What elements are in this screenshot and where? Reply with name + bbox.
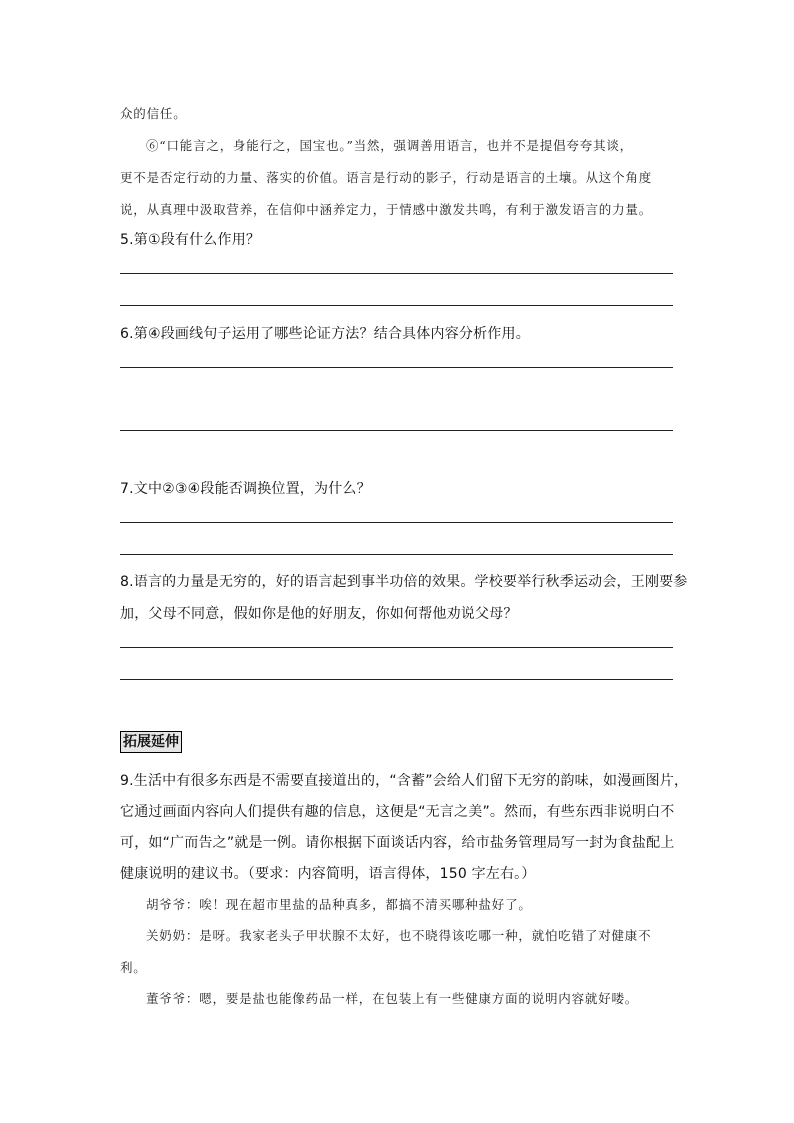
passage-line-3: 更不是否定行动的力量、落实的价值。语言是行动的影子，行动是语言的土壤。从这个角度 — [120, 170, 653, 185]
dialogue-dong: 董爷爷：嗯，要是盐也能像药品一样，在包装上有一些健康方面的说明内容就好喽。 — [146, 991, 639, 1006]
section-heading: 拓展延伸 — [120, 731, 182, 753]
passage-line-2: ⑥“口能言之，身能行之，国宝也。”当然，强调善用语言，也并不是提倡夸夸其谈， — [146, 138, 633, 153]
passage-line-1: 众的信任。 — [120, 106, 187, 121]
answer-line[interactable] — [120, 522, 673, 523]
question-9-line-3: 可，如“广而告之”就是一例。请你根据下面谈话内容，给市盐务管理局写一封为食盐配上 — [120, 835, 675, 851]
dialogue-guan-line-1: 关奶奶：是呀。我家老头子甲状腺不太好，也不晓得该吃哪一种，就怕吃错了对健康不 — [146, 928, 652, 943]
question-5: 5.第①段有什么作用？ — [120, 232, 261, 248]
answer-line[interactable] — [120, 679, 673, 680]
answer-line[interactable] — [120, 367, 673, 368]
question-7: 7.文中②③④段能否调换位置，为什么？ — [120, 481, 371, 497]
answer-line[interactable] — [120, 430, 673, 431]
question-9-line-4: 健康说明的建议书。（要求：内容简明，语言得体，150 字左右。） — [120, 866, 536, 882]
answer-line[interactable] — [120, 554, 673, 555]
answer-line[interactable] — [120, 273, 673, 274]
answer-line[interactable] — [120, 305, 673, 306]
question-9-line-1: 9.生活中有很多东西是不需要直接道出的，“含蓄”会给人们留下无穷的韵味，如漫画图片， — [120, 773, 689, 789]
dialogue-guan-line-2: 利。 — [120, 960, 147, 975]
question-9-line-2: 它通过画面内容向人们提供有趣的信息，这便是“无言之美”。然而，有些东西非说明白不 — [120, 804, 675, 820]
answer-line[interactable] — [120, 647, 673, 648]
passage-line-4: 说，从真理中汲取营养，在信仰中涵养定力，于情感中激发共鸣，有利于激发语言的力量。 — [120, 202, 653, 217]
question-6: 6.第④段画线句子运用了哪些论证方法？结合具体内容分析作用。 — [120, 326, 530, 342]
dialogue-hu: 胡爷爷：唉！现在超市里盐的品种真多，都搞不清买哪种盐好了。 — [146, 897, 532, 912]
question-8-line-2: 加，父母不同意，假如你是他的好朋友，你如何帮他劝说父母？ — [120, 606, 518, 622]
question-8-line-1: 8.语言的力量是无穷的，好的语言起到事半功倍的效果。学校要举行秋季运动会，王刚要参 — [120, 574, 688, 590]
